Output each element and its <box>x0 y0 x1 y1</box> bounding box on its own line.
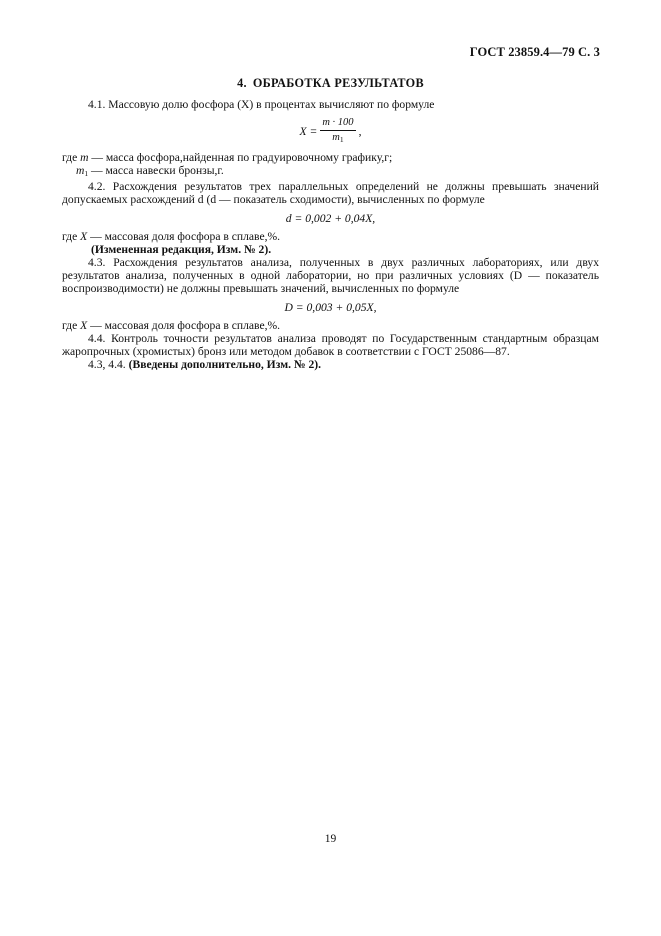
where-4-3: где X — массовая доля фосфора в сплаве,%. <box>62 319 281 332</box>
formula-4-2: d = 0,002 + 0,04X, <box>285 212 376 225</box>
amendment-note-4-2: (Измененная редакция, Изм. № 2). <box>91 243 272 256</box>
fraction-numerator: m · 100 <box>320 117 355 131</box>
section-number: 4. <box>237 76 247 90</box>
formula-trailing: , <box>358 125 362 138</box>
fraction-denominator: $m_1$ <box>332 132 344 144</box>
where-4-2: где X — массовая доля фосфора в сплаве,%. <box>62 230 281 243</box>
body-text <box>62 98 599 371</box>
formula-4-3: D = 0,003 + 0,05X, <box>284 301 377 314</box>
amendment-note-4-4: 4.3, 4.4. (Введены дополнительно, Изм. № 2). <box>88 358 321 371</box>
where-4-1-line2: $m_1$ — масса навески бронзы,г. <box>76 164 224 178</box>
paragraph-4-3: 4.3. Расхождения результатов анализа, полученных в двух различных лабораториях, или двух результатов анализа, полученных в одной лаборатории, но при различных условиях (D — показатель воспроизводимости) не должны превышать значений, вычисленных по формуле <box>62 256 599 295</box>
section-title <box>0 77 661 90</box>
formula-lhs: X = <box>299 125 318 138</box>
paragraph-4-4: 4.4. Контроль точности результатов анализа проводят по Государственным стандартным образцам жаропрочных (хромистых) бронз или методом добавок в соответствии с ГОСТ 25086—87. <box>62 332 599 358</box>
section-title-text: ОБРАБОТКА РЕЗУЛЬТАТОВ <box>252 76 424 90</box>
fraction <box>320 117 355 146</box>
page-number: 19 <box>324 833 337 845</box>
where-4-1-line1: где m — масса фосфора,найденная по градуировочному графику,г; <box>62 151 393 164</box>
paragraph-4-1: 4.1. Массовую долю фосфора (X) в процентах вычисляют по формуле <box>88 98 435 111</box>
formula-4-1 <box>62 117 599 146</box>
paragraph-4-2: 4.2. Расхождения результатов трех параллельных определений не должны превышать значений допускаемых расхождений d (d — показатель сходимости), вычисленных по формуле <box>62 180 599 206</box>
running-header: ГОСТ 23859.4—79 С. 3 <box>469 45 600 59</box>
